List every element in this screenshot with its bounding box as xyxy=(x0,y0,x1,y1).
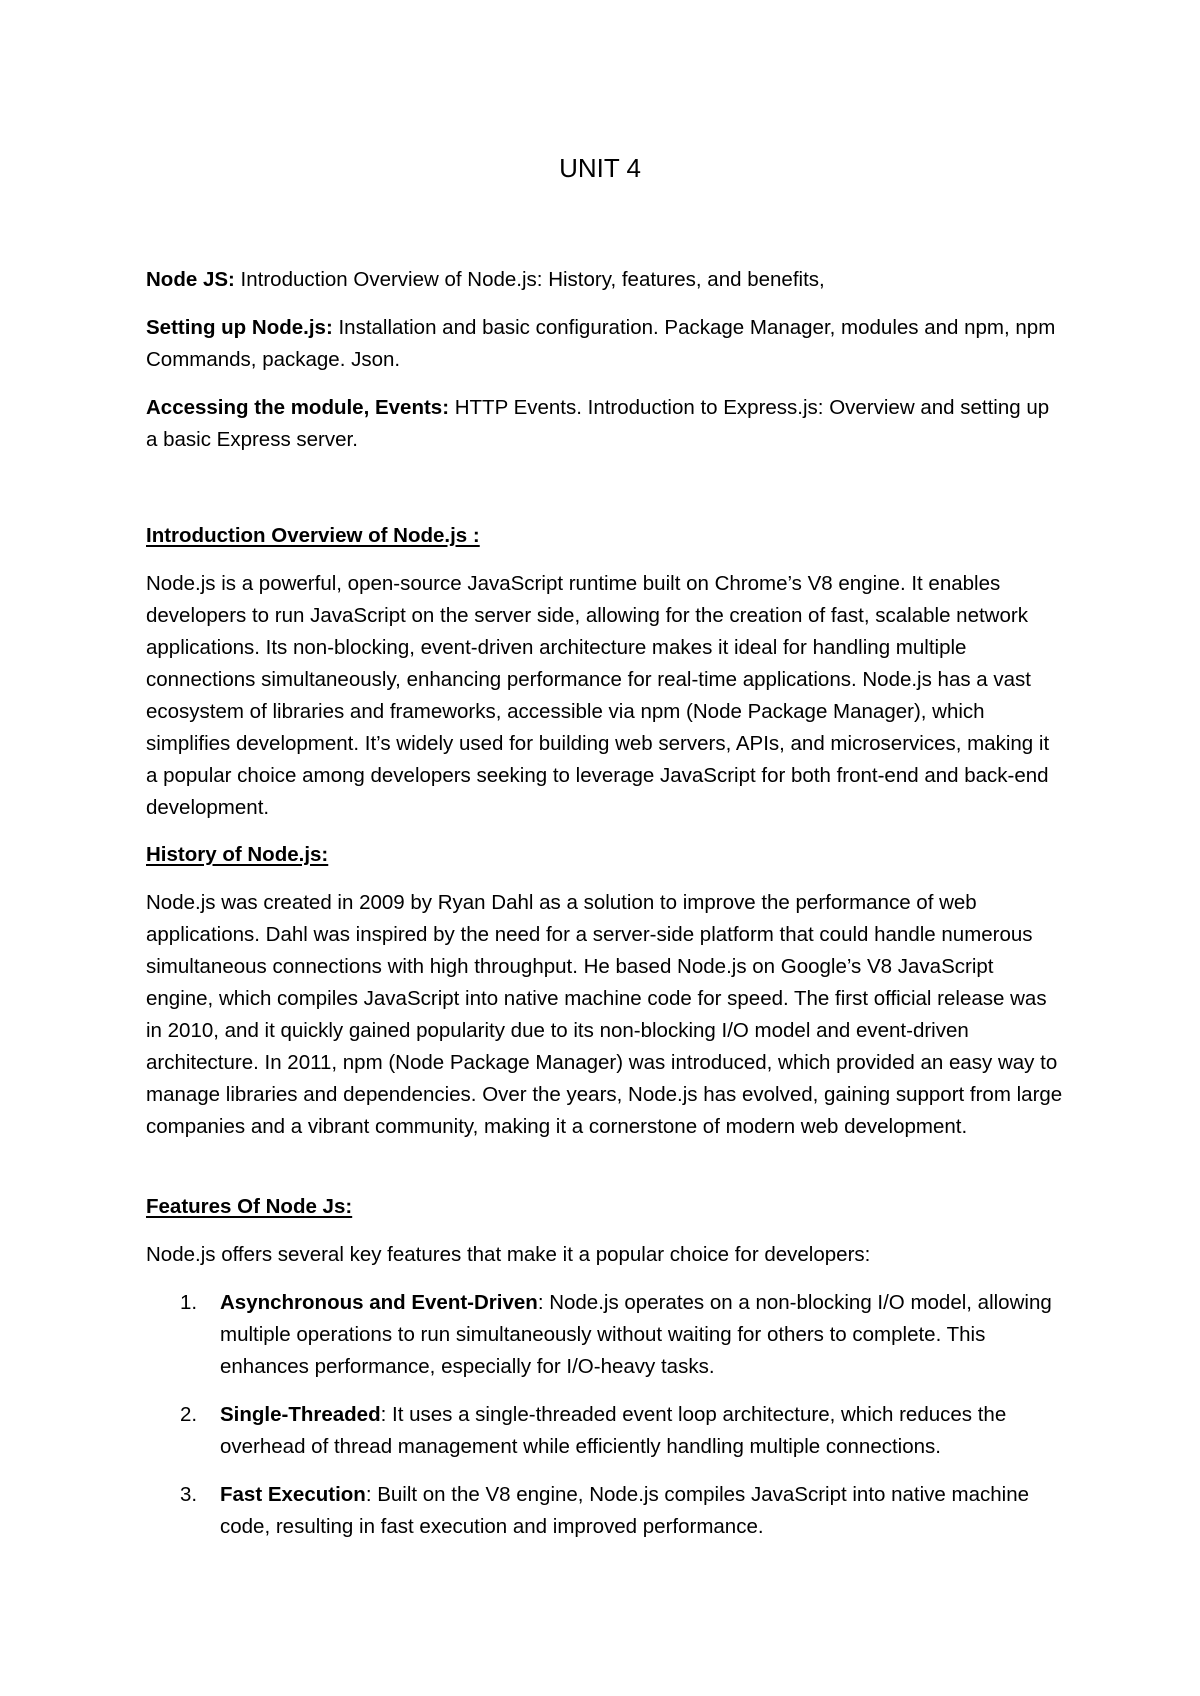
features-list xyxy=(146,1287,1076,1543)
syllabus-label: Setting up Node.js: xyxy=(146,316,333,339)
section-heading: Features Of Node Js: xyxy=(146,1195,353,1218)
feature-text: : Node.js operates on a non-blocking I/O model, allowing multiple operations to run simultaneously without waiting for others to complete. This enhances performance, especially for I/O-heavy tasks. xyxy=(220,1291,1052,1378)
list-item xyxy=(146,1399,1076,1463)
section-intro xyxy=(146,520,1066,824)
feature-label: Single-Threaded xyxy=(220,1403,381,1426)
syllabus-item-setting-up xyxy=(146,312,1066,376)
list-number: 2. xyxy=(180,1403,198,1426)
section-body: Node.js is a powerful, open-source JavaScript runtime built on Chrome’s V8 engine. It enables developers to run JavaScript on the server side, allowing for the creation of fast, scalable network applications. Its non-blocking, event-driven architecture makes it ideal for handling multiple connections simultaneously, enhancing performance for real-time applications. Node.js has a vast ecosystem of libraries and frameworks, accessible via npm (Node Package Manager), which simplifies development. It’s widely used for building web servers, APIs, and microservices, making it a popular choice among developers seeking to leverage JavaScript for both front-end and back-end development. xyxy=(146,572,1050,819)
feature-label: Asynchronous and Event-Driven xyxy=(220,1291,538,1314)
section-body: Node.js offers several key features that make it a popular choice for developers: xyxy=(146,1243,871,1266)
section-history xyxy=(146,839,1066,1143)
list-number: 1. xyxy=(180,1291,198,1314)
section-features xyxy=(146,1191,1066,1271)
feature-label: Fast Execution xyxy=(220,1483,366,1506)
list-number: 3. xyxy=(180,1483,198,1506)
syllabus-item-accessing-module xyxy=(146,392,1066,456)
syllabus-item-node-js xyxy=(146,264,1066,296)
section-heading: History of Node.js: xyxy=(146,843,329,866)
syllabus-text: HTTP Events. Introduction to Express.js: Overview and setting up a basic Express server. xyxy=(146,396,1050,451)
feature-text: : Built on the V8 engine, Node.js compiles JavaScript into native machine code, resulting in fast execution and improved performance. xyxy=(220,1483,1030,1538)
section-heading: Introduction Overview of Node.js : xyxy=(146,524,480,547)
list-item xyxy=(146,1287,1076,1383)
syllabus-label: Node JS: xyxy=(146,268,235,291)
list-item xyxy=(146,1479,1076,1543)
section-body: Node.js was created in 2009 by Ryan Dahl as a solution to improve the performance of web applications. Dahl was inspired by the need for a server-side platform that could handle numerous simultaneous connections with high throughput. He based Node.js on Google’s V8 JavaScript engine, which compiles JavaScript into native machine code for speed. The first official release was in 2010, and it quickly gained popularity due to its non-blocking I/O model and event-driven architecture. In 2011, npm (Node Package Manager) was introduced, which provided an easy way to manage libraries and dependencies. Over the years, Node.js has evolved, gaining support from large companies and a vibrant community, making it a cornerstone of modern web development. xyxy=(146,891,1063,1138)
feature-text: : It uses a single-threaded event loop architecture, which reduces the overhead of thread management while efficiently handling multiple connections. xyxy=(220,1403,1007,1458)
page-title: UNIT 4 xyxy=(559,153,641,183)
syllabus-text: Installation and basic configuration. Package Manager, modules and npm, npm Commands, package. Json. xyxy=(146,316,1056,371)
syllabus-text: Introduction Overview of Node.js: History, features, and benefits, xyxy=(234,268,825,291)
syllabus-label: Accessing the module, Events: xyxy=(146,396,450,419)
